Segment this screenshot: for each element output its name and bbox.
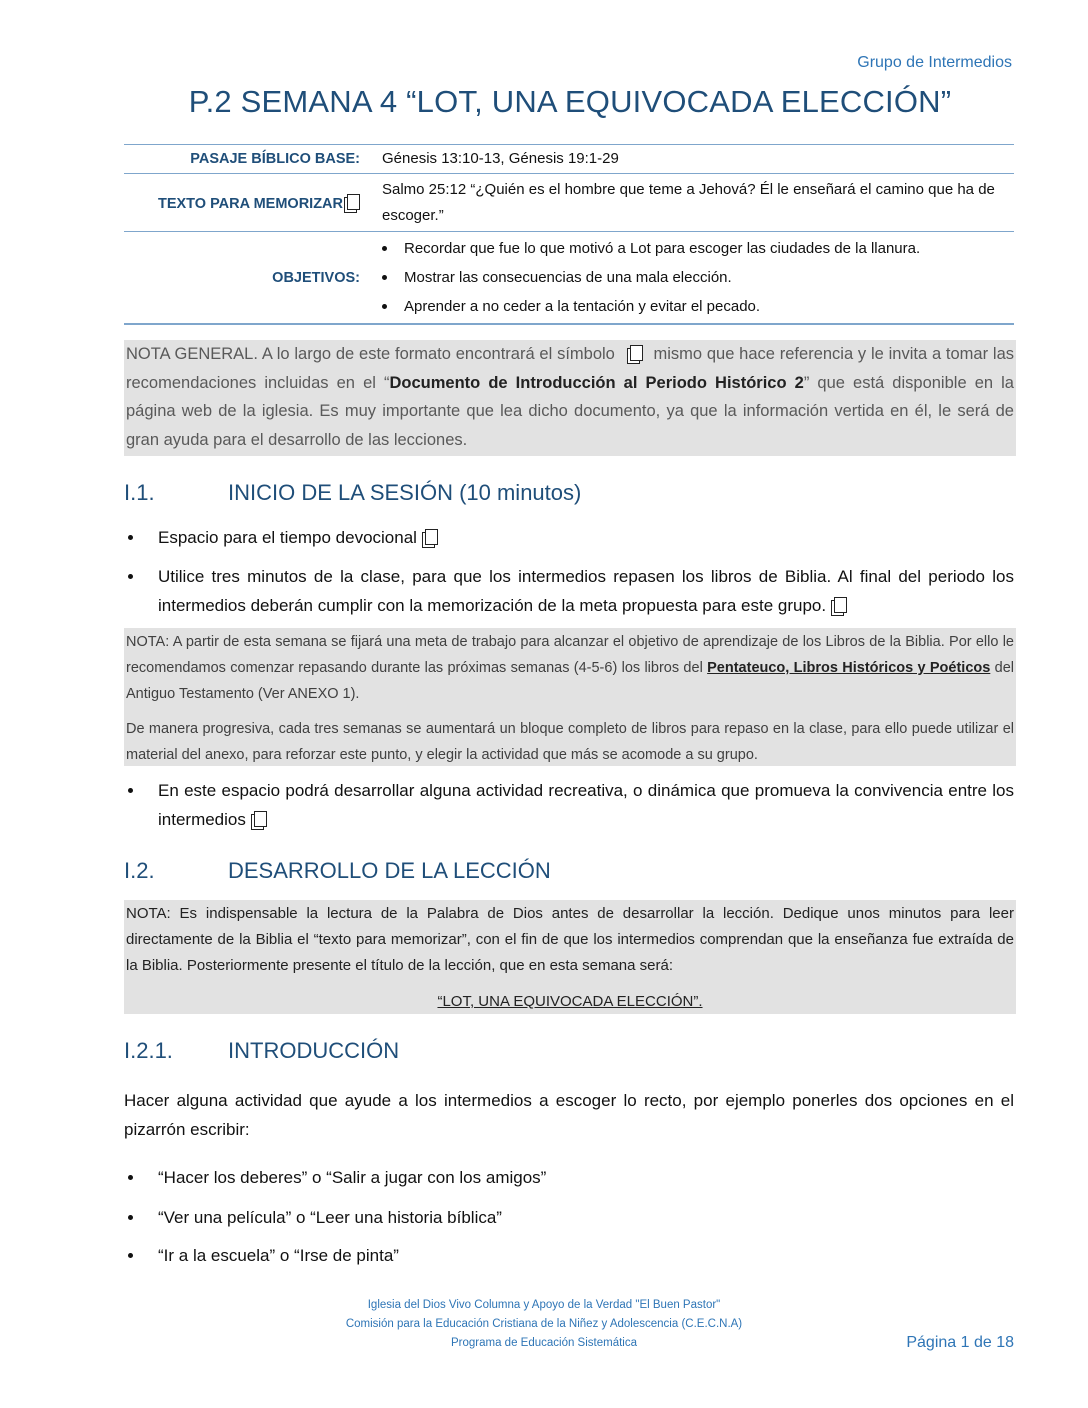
general-note — [124, 340, 1016, 456]
section-title: INTRODUCCIÓN — [228, 1038, 400, 1063]
section-title: INICIO DE LA SESIÓN (10 minutos) — [228, 480, 582, 505]
document-icon — [834, 597, 847, 613]
general-note-text: mismo que hace referencia y le invita a tomar las recomendaciones incluidas en el “ — [126, 345, 1014, 392]
section-number: I.1. — [124, 480, 155, 505]
footer-line: Comisión para la Educación Cristiana de la Niñez y Adolescencia (C.E.C.N.A) — [345, 1318, 743, 1330]
intro-paragraph: Hacer alguna actividad que ayude a los intermedios a escoger lo recto, por ejemplo ponerles dos opciones en el pizarrón escribir: — [124, 1091, 1014, 1139]
lesson-title-link: “LOT, UNA EQUIVOCADA ELECCIÓN”. — [437, 993, 703, 1010]
list-item — [124, 562, 1014, 620]
header-group-name: Grupo de Intermedios — [857, 54, 1012, 71]
section-number: I.2.1. — [124, 1038, 173, 1063]
passage-label: PASAJE BÍBLICO BASE: — [190, 151, 360, 167]
document-icon — [425, 529, 438, 545]
objective-item: Mostrar las consecuencias de una mala elección. — [382, 263, 1014, 292]
development-note — [124, 900, 1016, 1014]
memorize-value: Salmo 25:12 “¿Quién es el hombre que teme a Jehová? Él le enseñará el camino que ha de escoger.” — [382, 180, 995, 224]
list-item-text: Espacio para el tiempo devocional — [158, 528, 417, 547]
general-note-text: NOTA GENERAL. A lo largo de este formato encontrará el símbolo — [126, 345, 615, 363]
general-note-text: ” que está disponible en la página web de la iglesia. Es muy importante que lea dicho documento, ya que la información vertida en él, le será de gran ayuda para el desarrollo de las lecciones. — [126, 373, 1014, 449]
objectives-label: OBJETIVOS: — [272, 269, 360, 286]
objective-item: Recordar que fue lo que motivó a Lot para escoger las ciudades de la llanura. — [382, 234, 1014, 263]
books-note-paragraph — [126, 629, 1014, 707]
development-note-text: NOTA: Es indispensable la lectura de la Palabra de Dios antes de desarrollar la lección. Dedique unos minutos para leer directamente de la Biblia el “texto para memorizar”, con el fin de que los intermedios comprendan que la enseñanza fue extraída de la Biblia. Posteriormente presente el título de la lección, que en esta semana será: — [126, 905, 1014, 974]
footer-line: Programa de Educación Sistemática — [450, 1337, 637, 1349]
books-note — [124, 628, 1016, 766]
objective-item: Aprender a no ceder a la tentación y evitar el pecado. — [382, 292, 1014, 321]
list-item: “Ver una película” o “Leer una historia bíblica” — [124, 1203, 1014, 1232]
document-icon — [347, 194, 360, 210]
document-icon — [630, 345, 643, 361]
passage-value: Génesis 13:10-13, Génesis 19:1-29 — [382, 150, 619, 167]
list-item: “Ir a la escuela” o “Irse de pinta” — [124, 1241, 1014, 1270]
list-item — [124, 523, 1014, 552]
objectives-cell — [374, 232, 1014, 325]
page-number: Página 1 de 18 — [906, 1334, 1014, 1351]
memorize-label: TEXTO PARA MEMORIZAR — [124, 174, 374, 232]
footer-line: Iglesia del Dios Vivo Columna y Apoyo de la Verdad "El Buen Pastor" — [367, 1299, 721, 1311]
intro-document-name: Documento de Introducción al Periodo Histórico 2 — [389, 373, 804, 392]
section-heading — [124, 858, 551, 884]
list-item-text: En este espacio podrá desarrollar alguna actividad recreativa, o dinámica que promueva la convivencia entre los intermedios — [158, 781, 1014, 829]
objectives-list — [382, 232, 1014, 323]
list-item — [124, 776, 1014, 834]
books-link: Pentateuco, Libros Históricos y Poéticos — [707, 660, 991, 676]
books-note-text: del Antiguo Testamento (Ver ANEXO 1). — [126, 660, 1015, 702]
section-heading — [124, 480, 581, 506]
list-item-text: Utilice tres minutos de la clase, para que los intermedios repasen los libros de Biblia. Al final del periodo los intermedios deberán cumplir con la memorización de la meta propuesta para este grupo. — [158, 567, 1014, 615]
section-title: DESARROLLO DE LA LECCIÓN — [228, 858, 551, 883]
section-heading — [124, 1038, 399, 1064]
books-note-text: NOTA: A partir de esta semana se fijará una meta de trabajo para alcanzar el objetivo de aprendizaje de los Libros de la Biblia. Por ello le recomendamos comenzar repasando durante las próximas semanas (4-5-6) los libros del — [126, 634, 1014, 676]
document-icon — [254, 811, 267, 827]
section-number: I.2. — [124, 858, 155, 883]
list-item: “Hacer los deberes” o “Salir a jugar con los amigos” — [124, 1163, 1014, 1192]
books-note-paragraph: De manera progresiva, cada tres semanas se aumentará un bloque completo de libros para repaso en la clase, para ello puede utilizar el material del anexo, para reforzar este punto, y elegir la actividad que más se acomode a su grupo. — [126, 721, 1014, 763]
lesson-info-table — [124, 144, 1014, 325]
page-title: P.2 SEMANA 4 “LOT, UNA EQUIVOCADA ELECCIÓN” — [188, 84, 952, 119]
